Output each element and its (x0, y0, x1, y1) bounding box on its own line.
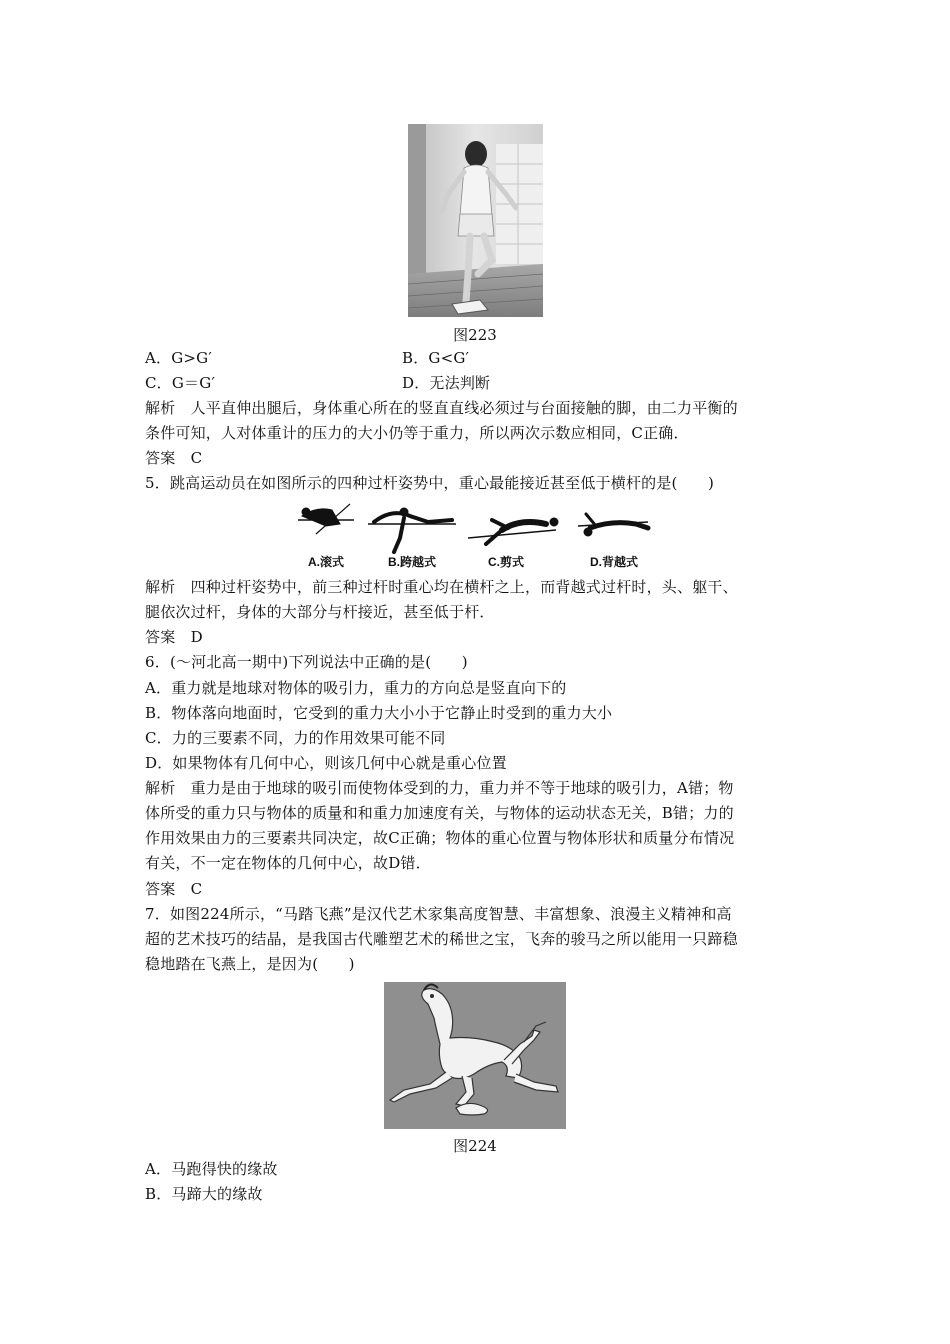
q6-stem: 6．(～河北高一期中)下列说法中正确的是( ) (145, 653, 468, 671)
q6-option-d: D．如果物体有几何中心，则该几何中心就是重心位置 (145, 754, 507, 772)
q6-answer: 答案 C (145, 880, 203, 898)
q6-option-b: B．物体落向地面时，它受到的重力大小小于它静止时受到的重力大小 (145, 704, 613, 722)
label-b-scissors-stride: B.跨越式 (388, 555, 437, 569)
q4-option-c: C．G＝G′ (145, 374, 216, 392)
q4-option-d: D．无法判断 (402, 374, 491, 392)
label-c-scissors: C.剪式 (488, 555, 525, 569)
q4-answer: 答案 C (145, 449, 203, 467)
q7-option-b: B．马蹄大的缘故 (145, 1185, 263, 1203)
figure-224-horse-photo (384, 982, 566, 1129)
q5-answer: 答案 D (145, 628, 203, 646)
figure-224-caption: 图224 (453, 1137, 497, 1155)
q6-option-a: A．重力就是地球对物体的吸引力，重力的方向总是竖直向下的 (145, 679, 567, 697)
q4-option-a: A．G>G′ (145, 349, 212, 367)
q6-analysis-line-1: 解析 重力是由于地球的吸引而使物体受到的力，重力并不等于地球的吸引力，A错；物 (145, 779, 734, 797)
figure-223-caption: 图223 (453, 326, 497, 344)
q5-analysis-line-2: 腿依次过杆，身体的大部分与杆接近，甚至低于杆． (145, 603, 495, 621)
q6-analysis-line-4: 有关，不一定在物体的几何中心，故D错． (145, 854, 431, 872)
q4-analysis-line-1: 解析 人平直伸出腿后，身体重心所在的竖直直线必须过与台面接触的脚，由二力平衡的 (145, 399, 738, 417)
q7-stem-line-3: 稳地踏在飞燕上，是因为( ) (145, 955, 355, 973)
q6-analysis-line-2: 体所受的重力只与物体的质量和和重力加速度有关，与物体的运动状态无关，B错；力的 (145, 804, 734, 822)
high-jump-figure (296, 500, 656, 572)
q6-option-c: C．力的三要素不同，力的作用效果可能不同 (145, 729, 446, 747)
q7-option-a: A．马跑得快的缘故 (145, 1160, 278, 1178)
label-a-roll: A.滚式 (308, 555, 345, 569)
q7-stem-line-1: 7．如图224所示，“马踏飞燕”是汉代艺术家集高度智慧、丰富想象、浪漫主义精神和高 (145, 905, 732, 923)
q5-analysis-line-1: 解析 四种过杆姿势中，前三种过杆时重心均在横杆之上，而背越式过杆时，头、躯干、 (145, 578, 738, 596)
label-d-fosbury: D.背越式 (590, 555, 639, 569)
q5-stem: 5．跳高运动员在如图所示的四种过杆姿势中，重心最能接近甚至低于横杆的是( ) (145, 474, 715, 492)
q6-analysis-line-3: 作用效果由力的三要素共同决定，故C正确；物体的重心位置与物体形状和质量分布情况 (145, 829, 735, 847)
q4-analysis-line-2: 条件可知，人对体重计的压力的大小仍等于重力，所以两次示数应相同，C正确． (145, 424, 689, 442)
figure-223-photo (408, 124, 543, 317)
q7-stem-line-2: 超的艺术技巧的结晶，是我国古代雕塑艺术的稀世之宝，飞奔的骏马之所以能用一只蹄稳 (145, 930, 738, 948)
q4-option-b: B．G<G′ (402, 349, 470, 367)
